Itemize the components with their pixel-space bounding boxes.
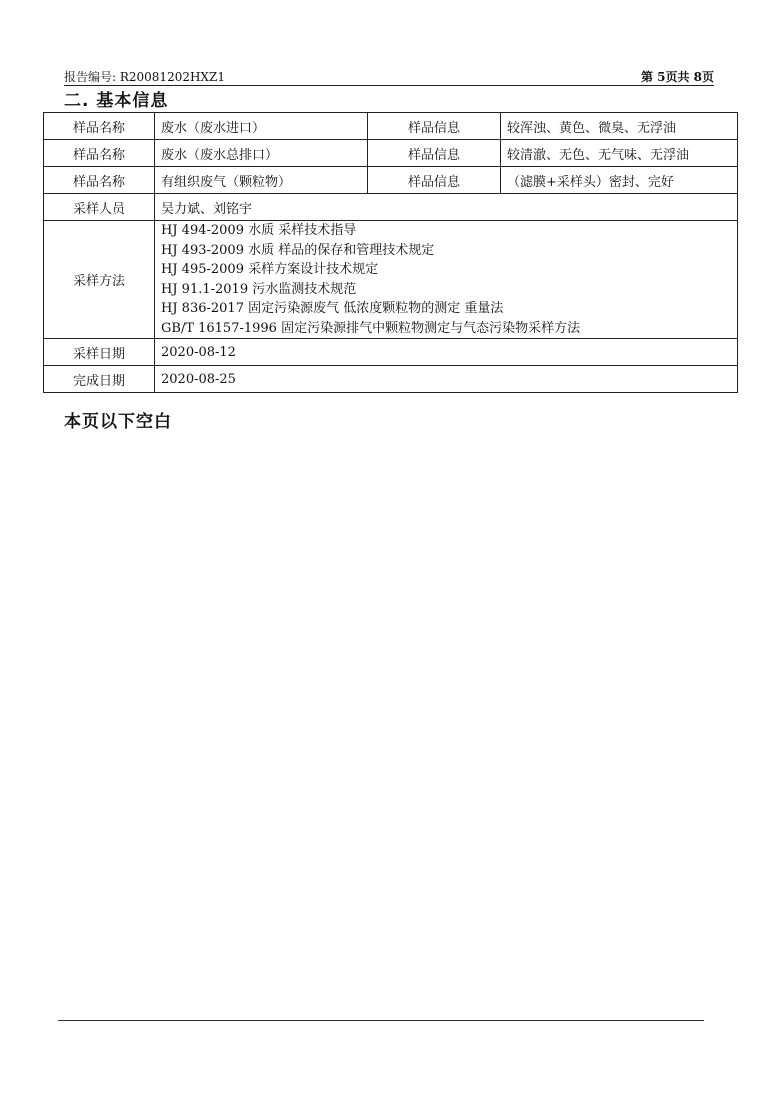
sampling-method-list — [155, 221, 738, 339]
sampling-date-value: 2020-08-12 — [155, 339, 738, 366]
sample-info-label: 样品信息 — [368, 113, 501, 140]
method-line: HJ 495-2009 采样方案设计技术规定 — [161, 262, 379, 277]
method-line: HJ 493-2009 水质 样品的保存和管理技术规定 — [161, 242, 435, 258]
sample-info-value: 较清澈、无色、无气味、无浮油 — [501, 140, 738, 167]
sampler-label: 采样人员 — [44, 194, 155, 221]
footer-divider — [58, 1020, 704, 1021]
basic-info-table — [43, 112, 738, 393]
sampling-method-label: 采样方法 — [44, 221, 155, 339]
table-row — [44, 221, 738, 339]
completion-date-value: 2020-08-25 — [155, 366, 738, 393]
sampler-value: 吴力斌、刘铭宇 — [155, 194, 738, 221]
table-row — [44, 194, 738, 221]
section-title: 二. 基本信息 — [64, 91, 169, 111]
sample-name-value: 废水（废水进口） — [155, 113, 368, 140]
report-number: 报告编号: R20081202HXZ1 — [64, 70, 225, 84]
sample-info-value: （滤膜+采样头）密封、完好 — [501, 167, 738, 194]
page-end-note: 本页以下空白 — [64, 412, 172, 432]
sampling-date-label: 采样日期 — [44, 339, 155, 366]
table-row — [44, 167, 738, 194]
page-header — [64, 66, 714, 86]
sample-info-value: 较浑浊、黄色、微臭、无浮油 — [501, 113, 738, 140]
sample-info-label: 样品信息 — [368, 140, 501, 167]
sample-name-label: 样品名称 — [44, 113, 155, 140]
table-row — [44, 113, 738, 140]
page-number: 第 5页共 8页 — [640, 70, 714, 84]
sample-name-value: 废水（废水总排口） — [155, 140, 368, 167]
method-line: HJ 91.1-2019 污水监测技术规范 — [161, 281, 357, 297]
table-row — [44, 140, 738, 167]
method-line: GB/T 16157-1996 固定污染源排气中颗粒物测定与气态污染物采样方法 — [161, 320, 581, 336]
sample-name-label: 样品名称 — [44, 140, 155, 167]
method-line: HJ 494-2009 水质 采样技术指导 — [161, 223, 357, 238]
table-row — [44, 339, 738, 366]
sample-name-label: 样品名称 — [44, 167, 155, 194]
sample-name-value: 有组织废气（颗粒物） — [155, 167, 368, 194]
method-line: HJ 836-2017 固定污染源废气 低浓度颗粒物的测定 重量法 — [161, 301, 504, 316]
table-row — [44, 366, 738, 393]
completion-date-label: 完成日期 — [44, 366, 155, 393]
sample-info-label: 样品信息 — [368, 167, 501, 194]
